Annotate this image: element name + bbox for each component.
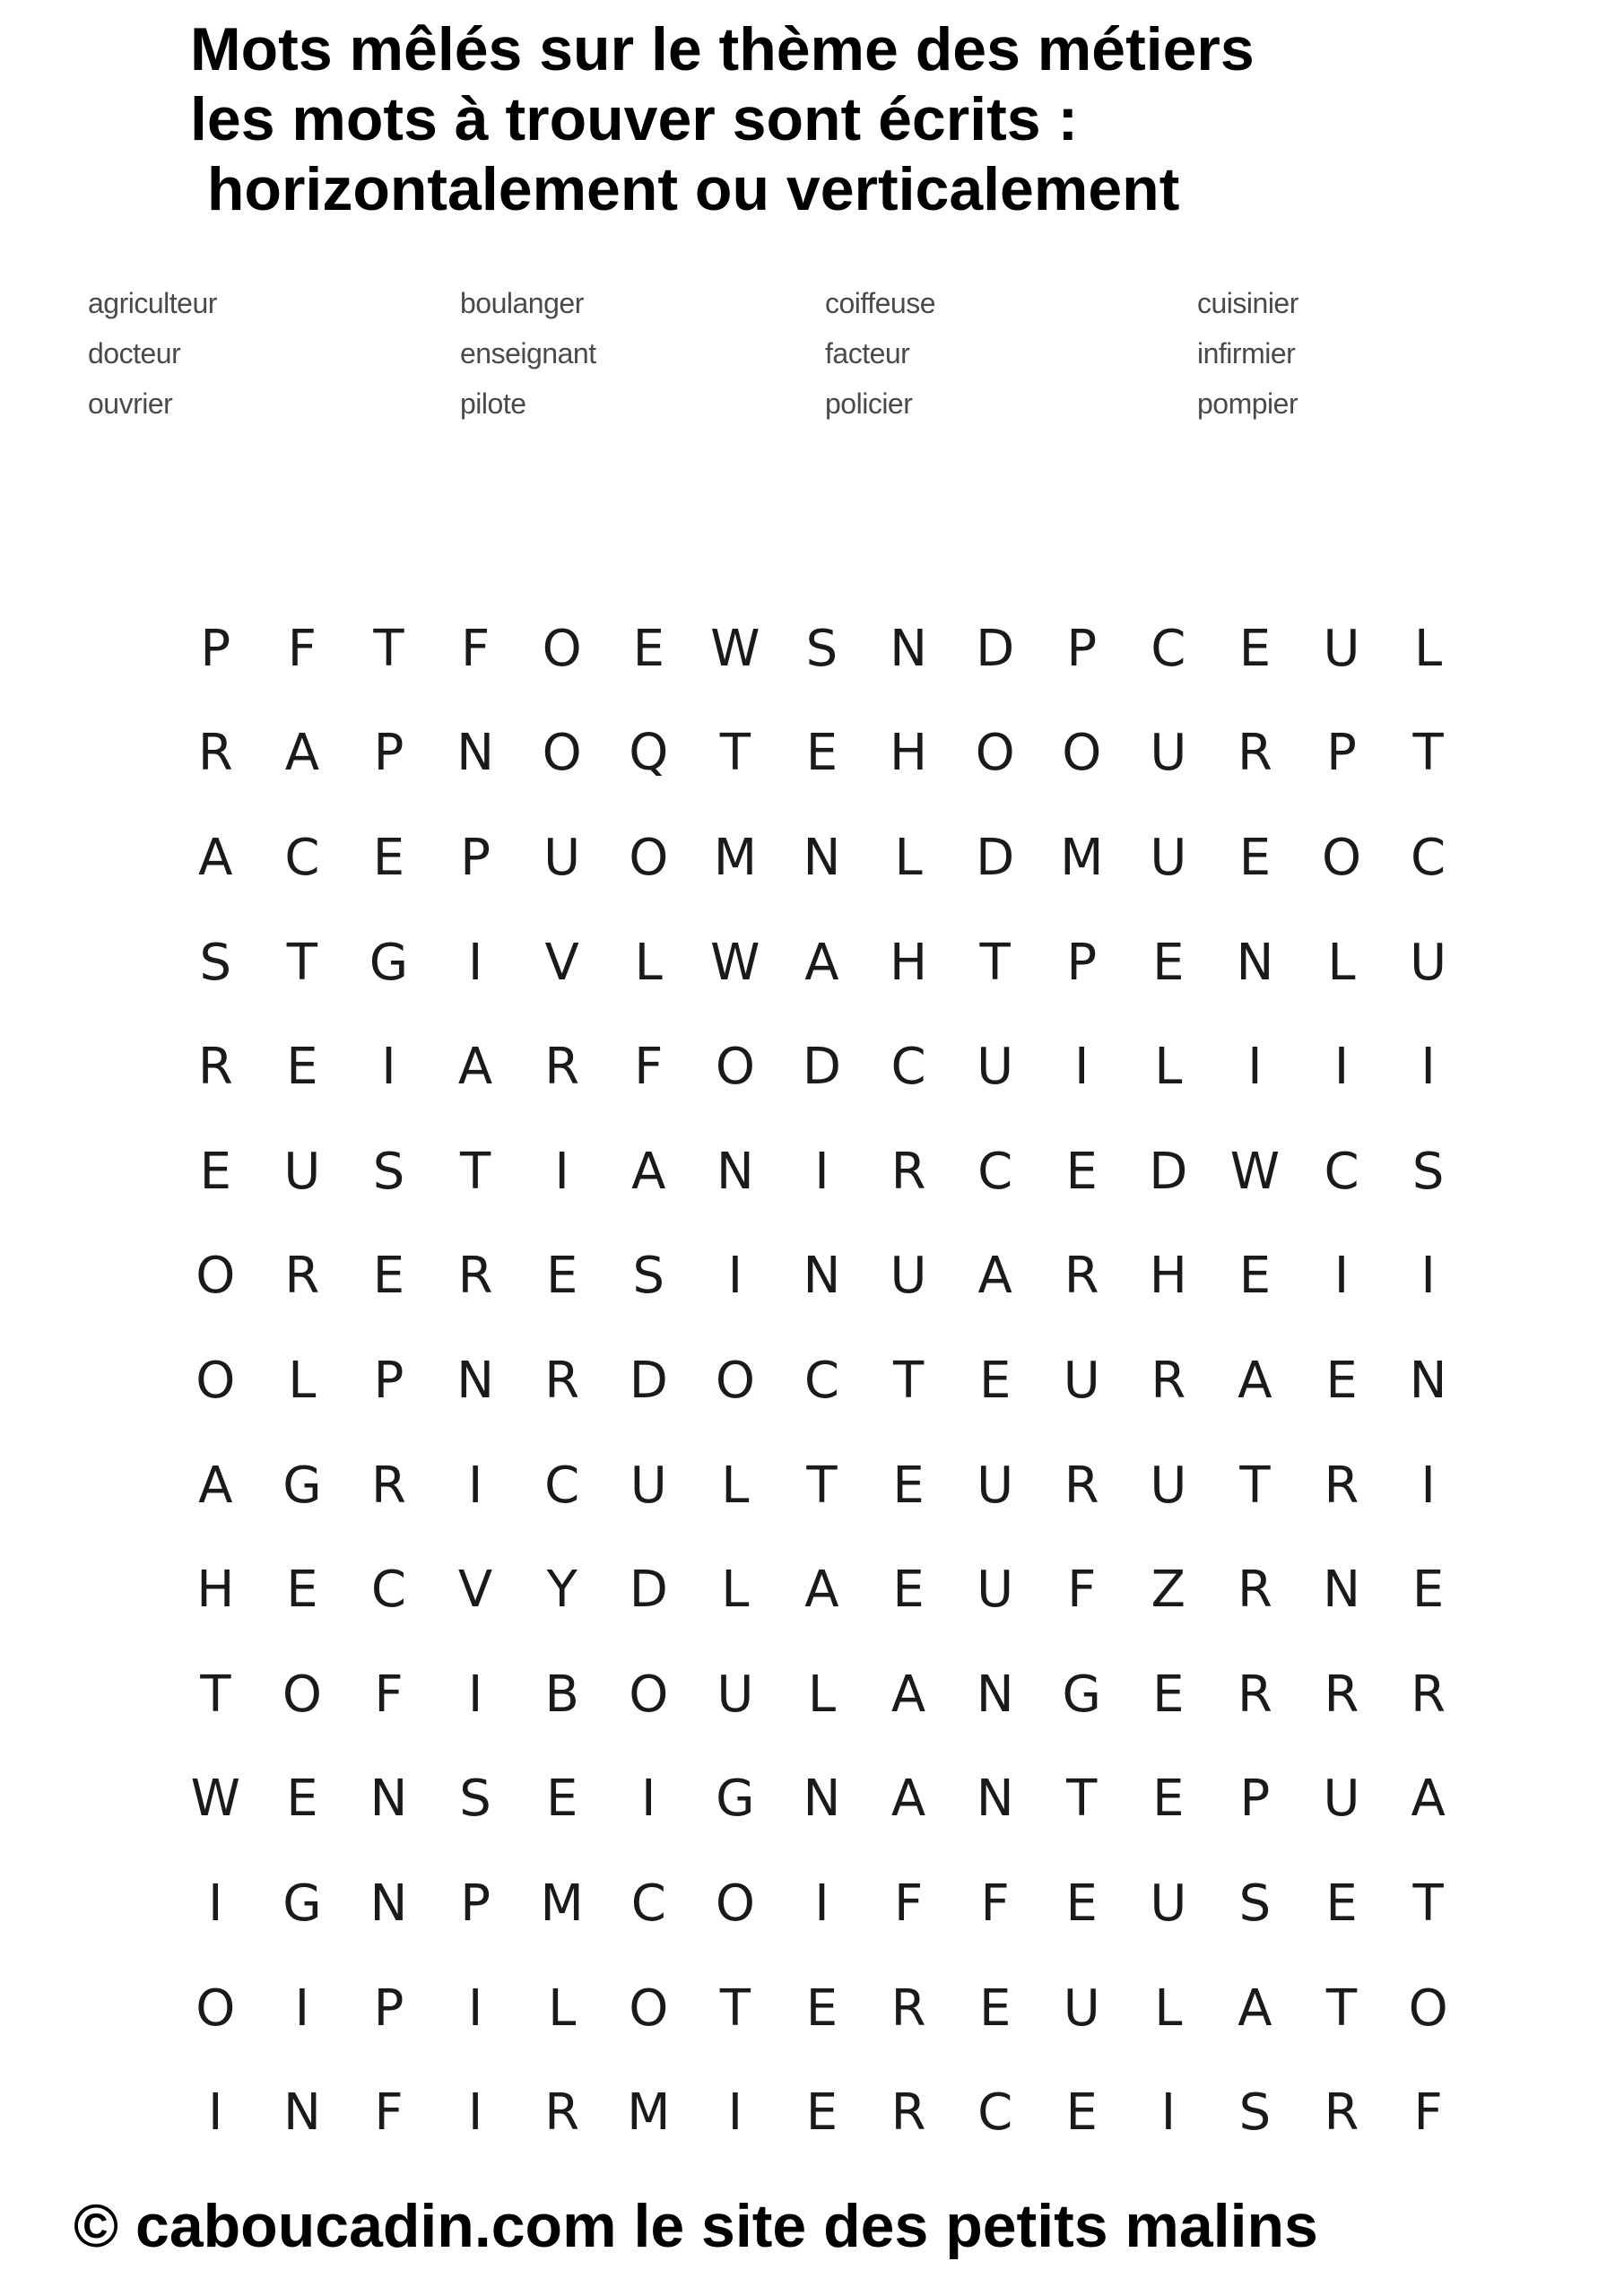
grid-letter[interactable]: I (1420, 1456, 1436, 1515)
grid-letter[interactable]: S (1238, 2083, 1272, 2143)
grid-letter[interactable]: I (467, 933, 483, 992)
grid-letter[interactable]: N (803, 1770, 841, 1829)
grid-letter[interactable]: F (634, 1038, 664, 1097)
grid-letter[interactable]: D (802, 1038, 842, 1097)
grid-letter[interactable]: L (1327, 933, 1356, 992)
grid-letter[interactable]: I (1333, 1247, 1350, 1306)
grid-letter[interactable]: O (542, 724, 582, 783)
grid-letter[interactable]: U (630, 1456, 667, 1515)
grid-letter[interactable]: E (1152, 933, 1185, 992)
grid-letter[interactable]: G (282, 1456, 322, 1515)
grid-letter[interactable]: G (369, 933, 409, 992)
grid-letter[interactable]: N (976, 1665, 1014, 1724)
grid-letter[interactable]: R (197, 1038, 233, 1097)
grid-letter[interactable]: T (373, 619, 404, 678)
grid-letter[interactable]: O (1062, 724, 1102, 783)
grid-letter[interactable]: E (805, 1979, 838, 2038)
grid-letter[interactable]: O (715, 1038, 755, 1097)
grid-letter[interactable]: E (1065, 1142, 1098, 1201)
grid-letter[interactable]: P (460, 1874, 491, 1933)
grid-letter[interactable]: C (370, 1561, 407, 1620)
grid-letter[interactable]: U (1150, 1456, 1187, 1515)
grid-letter[interactable]: S (459, 1770, 491, 1829)
grid-letter[interactable]: F (287, 619, 317, 678)
grid-letter[interactable]: U (977, 1561, 1014, 1620)
grid-letter[interactable]: P (1239, 1770, 1271, 1829)
grid-letter[interactable]: F (980, 1874, 1010, 1933)
grid-letter[interactable]: L (721, 1561, 750, 1620)
grid-letter[interactable]: E (1238, 619, 1272, 678)
grid-letter[interactable]: E (978, 1979, 1012, 2038)
grid-letter[interactable]: A (1238, 1351, 1272, 1410)
grid-letter[interactable]: U (977, 1456, 1014, 1515)
grid-letter[interactable]: N (716, 1142, 754, 1201)
grid-letter[interactable]: A (890, 1770, 926, 1829)
grid-letter[interactable]: I (1333, 1038, 1350, 1097)
grid-letter[interactable]: A (198, 828, 233, 887)
grid-letter[interactable]: U (716, 1665, 754, 1724)
grid-letter[interactable]: R (544, 1351, 580, 1410)
grid-letter[interactable]: U (1150, 1874, 1187, 1933)
grid-letter[interactable]: E (286, 1561, 318, 1620)
grid-letter[interactable]: L (807, 1665, 837, 1724)
grid-letter[interactable]: R (371, 1456, 406, 1515)
grid-letter[interactable]: O (629, 828, 669, 887)
grid-letter[interactable]: T (200, 1665, 231, 1724)
grid-letter[interactable]: E (1325, 1874, 1358, 1933)
grid-letter[interactable]: O (1321, 828, 1362, 887)
title-line-1: Mots mêlés sur le thème des métiers (190, 15, 1255, 83)
grid-letter[interactable]: V (457, 1561, 493, 1620)
grid-letter[interactable]: E (978, 1351, 1012, 1410)
grid-letter[interactable]: P (460, 828, 491, 887)
grid-letter[interactable]: A (198, 1456, 233, 1515)
grid-letter[interactable]: Q (629, 724, 669, 783)
word-item: infirmier (1197, 337, 1296, 370)
grid-letter[interactable]: M (713, 828, 758, 887)
grid-letter[interactable]: T (1066, 1770, 1098, 1829)
grid-letter[interactable]: N (456, 1351, 495, 1410)
grid-letter[interactable]: G (282, 1874, 322, 1933)
grid-letter[interactable]: C (890, 1038, 926, 1097)
grid-letter[interactable]: U (1150, 828, 1187, 887)
grid-letter[interactable]: A (804, 933, 839, 992)
grid-letter[interactable]: R (1411, 1665, 1446, 1724)
word-item: boulanger (460, 287, 584, 319)
grid-letter[interactable]: F (374, 2083, 404, 2143)
grid-letter[interactable]: O (195, 1351, 236, 1410)
grid-letter[interactable]: R (1324, 1665, 1359, 1724)
grid-letter[interactable]: I (467, 1456, 483, 1515)
grid-letter[interactable]: T (806, 1456, 838, 1515)
grid-letter[interactable]: E (1152, 1665, 1185, 1724)
grid-letter[interactable]: E (1152, 1770, 1185, 1829)
grid-letter[interactable]: C (1151, 619, 1186, 678)
grid-letter[interactable]: C (977, 2083, 1013, 2143)
grid-letter[interactable]: L (548, 1979, 577, 2038)
grid-letter[interactable]: I (208, 1874, 223, 1933)
grid-letter[interactable]: E (632, 619, 664, 678)
grid-letter[interactable]: L (1154, 1979, 1183, 2038)
grid-letter[interactable]: L (1154, 1038, 1183, 1097)
grid-letter[interactable]: W (1229, 1142, 1281, 1201)
word-item: enseignant (460, 337, 596, 370)
grid-letter[interactable]: S (372, 1142, 405, 1201)
word-item: policier (825, 387, 913, 420)
grid-letter[interactable]: O (195, 1979, 236, 2038)
grid-letter[interactable]: H (889, 724, 928, 783)
grid-letter[interactable]: E (372, 1247, 405, 1306)
grid-letter[interactable]: E (1238, 828, 1272, 887)
grid-letter[interactable]: L (1414, 619, 1443, 678)
page-title (190, 14, 1535, 224)
grid-letter[interactable]: R (890, 2083, 926, 2143)
grid-letter[interactable]: A (1411, 1770, 1446, 1829)
grid-letter[interactable]: P (373, 1979, 404, 2038)
grid-letter[interactable]: O (629, 1665, 669, 1724)
grid-letter[interactable]: F (460, 619, 491, 678)
grid-letter[interactable]: I (1160, 2083, 1177, 2143)
grid-letter[interactable]: D (976, 619, 1015, 678)
grid-letter[interactable]: E (892, 1561, 925, 1620)
grid-letter[interactable]: N (803, 1247, 841, 1306)
grid-letter[interactable]: R (1064, 1247, 1099, 1306)
grid-letter[interactable]: T (459, 1142, 491, 1201)
grid-letter[interactable]: U (543, 828, 581, 887)
grid-letter[interactable]: T (286, 933, 317, 992)
grid-letter[interactable]: O (195, 1247, 236, 1306)
grid-letter[interactable]: E (1238, 1247, 1272, 1306)
grid-letter[interactable]: I (294, 1979, 310, 2038)
word-item: pilote (460, 387, 526, 420)
grid-letter[interactable]: M (1060, 828, 1104, 887)
grid-letter[interactable]: Y (546, 1561, 578, 1620)
grid-letter[interactable]: O (629, 1979, 669, 2038)
grid-letter[interactable]: H (889, 933, 928, 992)
grid-letter[interactable]: H (196, 1561, 235, 1620)
grid-letter[interactable]: A (284, 724, 320, 783)
grid-letter[interactable]: I (727, 1247, 743, 1306)
word-item: coiffeuse (825, 287, 935, 319)
grid-letter[interactable]: E (199, 1142, 231, 1201)
grid-letter[interactable]: N (1236, 933, 1274, 992)
grid-letter[interactable]: L (634, 933, 663, 992)
grid-letter[interactable]: C (1411, 828, 1446, 887)
grid-letter[interactable]: R (1237, 1561, 1272, 1620)
grid-letter[interactable]: C (630, 1874, 666, 1933)
grid-letter[interactable]: I (554, 1142, 569, 1201)
grid-letter[interactable]: L (894, 828, 923, 887)
grid-letter[interactable]: C (803, 1351, 839, 1410)
grid-letter[interactable]: I (727, 2083, 743, 2143)
grid-letter[interactable]: I (814, 1874, 829, 1933)
grid-letter[interactable]: P (373, 1351, 404, 1410)
grid-letter[interactable]: S (1238, 1874, 1272, 1933)
grid-letter[interactable]: E (286, 1038, 318, 1097)
letter-grid (172, 596, 1463, 2165)
grid-letter[interactable]: N (1323, 1561, 1360, 1620)
grid-letter[interactable]: E (1411, 1561, 1445, 1620)
grid-letter[interactable]: A (977, 1247, 1012, 1306)
grid-letter[interactable]: O (282, 1665, 322, 1724)
grid-letter[interactable]: R (284, 1247, 320, 1306)
word-item: facteur (825, 337, 910, 370)
grid-letter[interactable]: G (716, 1770, 755, 1829)
grid-letter[interactable]: I (381, 1038, 396, 1097)
grid-letter[interactable]: F (1067, 1561, 1097, 1620)
grid-letter[interactable]: I (1073, 1038, 1090, 1097)
grid-letter[interactable]: U (890, 1247, 927, 1306)
grid-letter[interactable]: B (544, 1665, 579, 1724)
grid-letter[interactable]: R (1064, 1456, 1099, 1515)
grid-letter[interactable]: D (976, 828, 1015, 887)
grid-letter[interactable]: E (1065, 1874, 1098, 1933)
grid-letter[interactable]: N (456, 724, 495, 783)
grid-letter[interactable]: D (1149, 1142, 1188, 1201)
grid-letter[interactable]: U (1410, 933, 1447, 992)
grid-letter[interactable]: F (1413, 2083, 1443, 2143)
grid-letter[interactable]: E (545, 1770, 578, 1829)
grid-letter[interactable]: R (544, 2083, 580, 2143)
grid-letter[interactable]: T (892, 1351, 925, 1410)
grid-letter[interactable]: N (369, 1874, 408, 1933)
grid-letter[interactable]: A (631, 1142, 666, 1201)
word-item: agriculteur (88, 287, 217, 319)
grid-letter[interactable]: I (1420, 1038, 1436, 1097)
grid-letter[interactable]: E (372, 828, 405, 887)
grid-letter[interactable]: I (814, 1142, 829, 1201)
grid-letter[interactable]: P (373, 724, 404, 783)
grid-letter[interactable]: U (1063, 1979, 1100, 2038)
grid-letter[interactable]: N (803, 828, 841, 887)
grid-letter[interactable]: E (805, 2083, 838, 2143)
grid-letter[interactable]: R (890, 1979, 926, 2038)
grid-letter[interactable]: R (544, 1038, 580, 1097)
grid-letter[interactable]: I (1247, 1038, 1263, 1097)
grid-letter[interactable]: S (805, 619, 838, 678)
grid-letter[interactable]: M (627, 2083, 671, 2143)
grid-letter[interactable]: O (975, 724, 1015, 783)
grid-letter[interactable]: N (976, 1770, 1014, 1829)
grid-letter[interactable]: R (457, 1247, 493, 1306)
grid-letter[interactable]: Z (1151, 1561, 1186, 1620)
grid-letter[interactable]: S (632, 1247, 665, 1306)
grid-letter[interactable]: C (544, 1456, 580, 1515)
word-list (88, 278, 1541, 429)
grid-letter[interactable]: R (1324, 1456, 1359, 1515)
grid-letter[interactable]: T (979, 933, 1011, 992)
grid-letter[interactable]: P (1066, 619, 1098, 678)
grid-letter[interactable]: T (719, 1979, 751, 2038)
grid-letter[interactable]: F (374, 1665, 404, 1724)
grid-letter[interactable]: P (200, 619, 231, 678)
grid-letter[interactable]: O (715, 1874, 755, 1933)
grid-letter[interactable]: I (208, 2083, 223, 2143)
word-item: cuisinier (1197, 287, 1298, 319)
copyright-footer: © caboucadin.com le site des petits malins (74, 2192, 1318, 2260)
grid-letter[interactable]: T (719, 724, 751, 783)
grid-letter[interactable]: G (1062, 1665, 1101, 1724)
grid-letter[interactable]: U (1323, 619, 1360, 678)
grid-letter[interactable]: I (467, 1665, 483, 1724)
grid-letter[interactable]: I (467, 1979, 483, 2038)
word-item: ouvrier (88, 387, 173, 420)
grid-letter[interactable]: A (457, 1038, 493, 1097)
grid-letter[interactable]: N (1409, 1351, 1447, 1410)
grid-letter[interactable]: S (199, 933, 232, 992)
grid-letter[interactable]: H (1149, 1247, 1187, 1306)
grid-letter[interactable]: I (1420, 1247, 1436, 1306)
grid-letter[interactable]: E (1325, 1351, 1358, 1410)
grid-letter[interactable]: E (545, 1247, 578, 1306)
word-item: docteur (88, 337, 181, 370)
grid-letter[interactable]: I (467, 2083, 483, 2143)
grid-letter[interactable]: A (1238, 1979, 1272, 2038)
grid-letter[interactable]: I (641, 1770, 656, 1829)
grid-letter[interactable]: A (804, 1561, 839, 1620)
word-item: pompier (1197, 387, 1298, 420)
grid-letter[interactable]: R (1151, 1351, 1186, 1410)
grid-letter[interactable]: O (542, 619, 582, 678)
grid-letter[interactable]: T (1412, 724, 1444, 783)
grid-letter[interactable]: C (977, 1142, 1013, 1201)
grid-letter[interactable]: L (721, 1456, 750, 1515)
title-line-3: horizontalement ou verticalement (190, 155, 1180, 223)
grid-letter[interactable]: N (369, 1770, 408, 1829)
grid-letter[interactable]: U (1150, 724, 1187, 783)
grid-letter[interactable]: R (890, 1142, 926, 1201)
grid-letter[interactable]: P (1066, 933, 1098, 992)
grid-letter[interactable]: P (1326, 724, 1357, 783)
grid-letter[interactable]: L (288, 1351, 317, 1410)
grid-letter[interactable]: M (540, 1874, 584, 1933)
grid-letter[interactable]: E (892, 1456, 925, 1515)
grid-letter[interactable]: C (1324, 1142, 1359, 1201)
grid-letter[interactable]: W (710, 619, 760, 678)
grid-letter[interactable]: W (710, 933, 760, 992)
grid-letter[interactable]: U (283, 1142, 321, 1201)
grid-letter[interactable]: N (890, 619, 927, 678)
grid-letter[interactable]: W (190, 1770, 240, 1829)
grid-letter[interactable]: T (1239, 1456, 1271, 1515)
grid-letter[interactable]: E (805, 724, 838, 783)
grid-letter[interactable]: E (1065, 2083, 1098, 2143)
grid-letter[interactable]: E (286, 1770, 318, 1829)
grid-letter[interactable]: O (1408, 1979, 1448, 2038)
grid-letter[interactable]: T (1325, 1979, 1358, 2038)
grid-letter[interactable]: A (890, 1665, 926, 1724)
grid-letter[interactable]: U (1063, 1351, 1100, 1410)
grid-letter[interactable]: N (282, 2083, 321, 2143)
grid-letter[interactable]: C (284, 828, 320, 887)
grid-letter[interactable]: R (1237, 724, 1272, 783)
grid-letter[interactable]: R (197, 724, 233, 783)
grid-letter[interactable]: U (977, 1038, 1014, 1097)
grid-letter[interactable]: R (1237, 1665, 1272, 1724)
grid-letter[interactable]: U (1323, 1770, 1360, 1829)
title-line-2: les mots à trouver sont écrits : (190, 85, 1079, 153)
grid-letter[interactable]: D (629, 1351, 668, 1410)
grid-letter[interactable]: R (1324, 2083, 1359, 2143)
grid-letter[interactable]: D (629, 1561, 668, 1620)
grid-letter[interactable]: V (544, 933, 579, 992)
grid-letter[interactable]: O (715, 1351, 755, 1410)
grid-letter[interactable]: T (1412, 1874, 1444, 1933)
grid-letter[interactable]: S (1411, 1142, 1445, 1201)
grid-letter[interactable]: F (893, 1874, 924, 1933)
